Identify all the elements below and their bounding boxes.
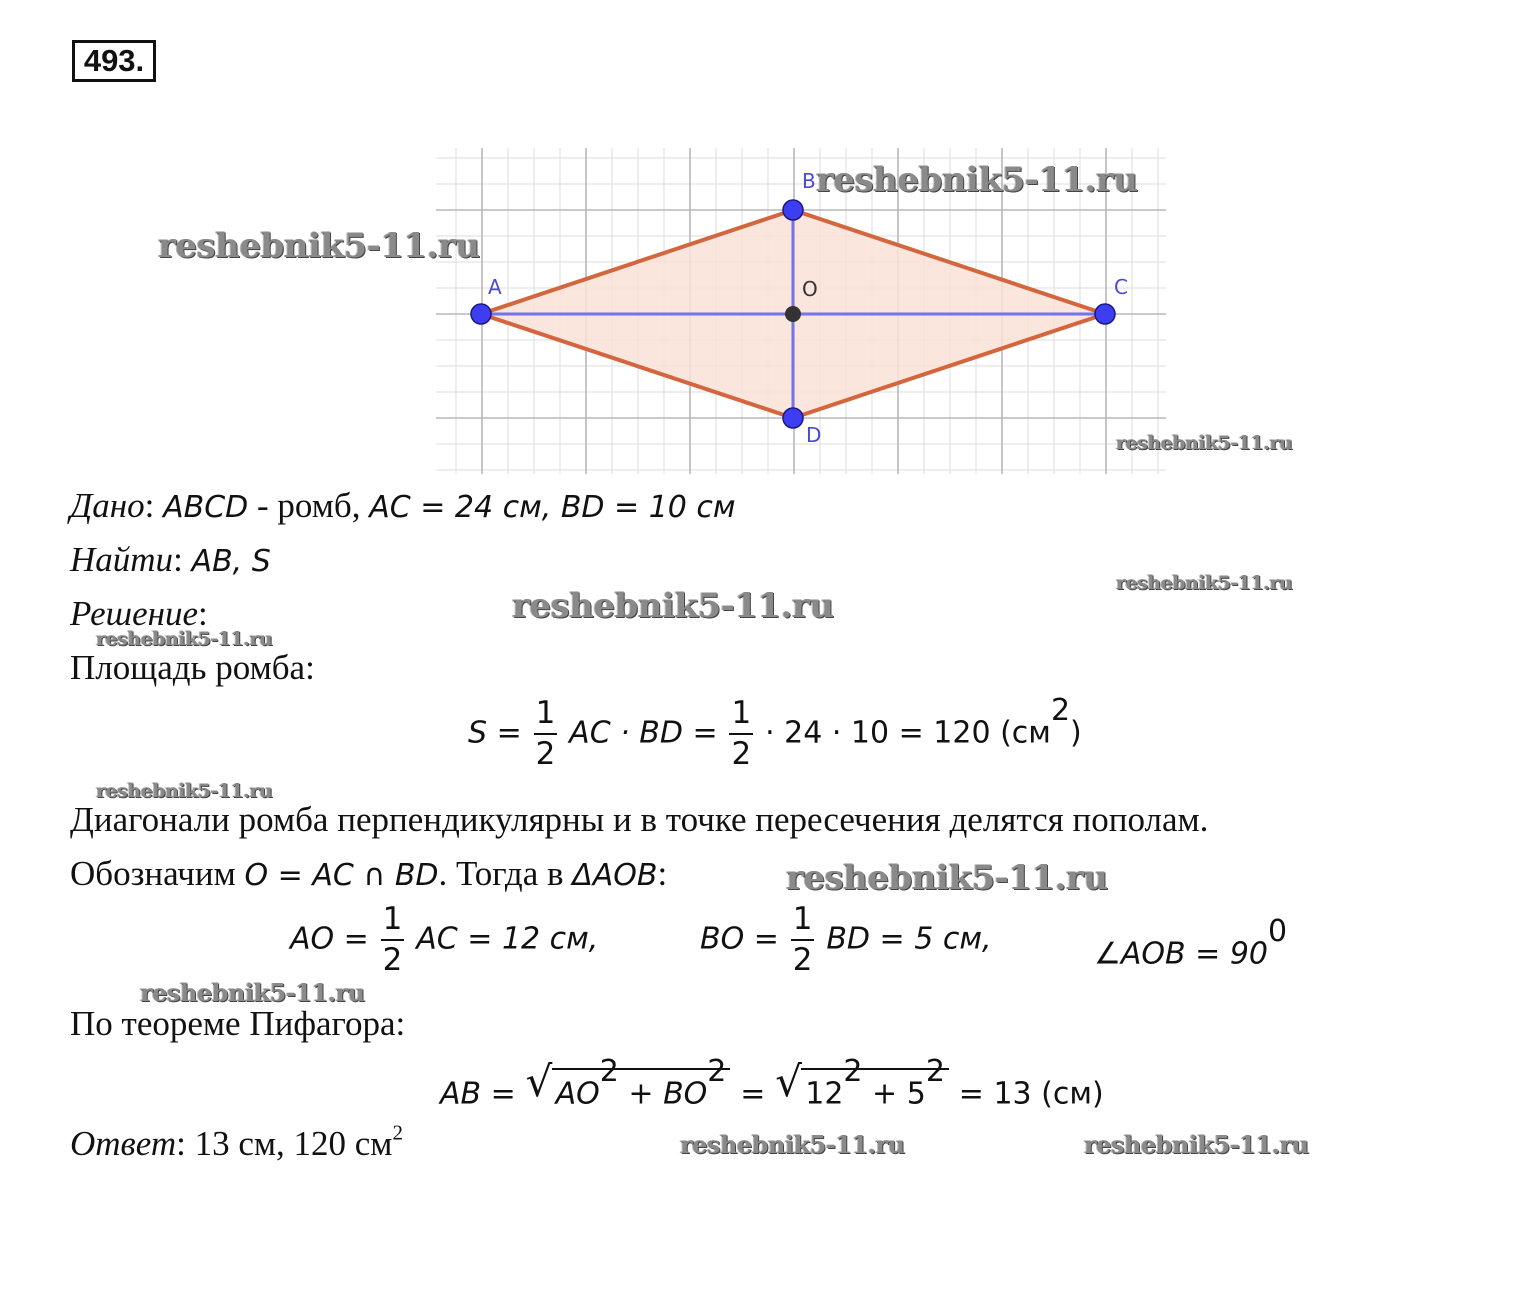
label-a: A <box>488 275 502 299</box>
find-values: AB, S <box>191 544 271 579</box>
answer-text: 13 см, 120 см <box>185 1124 393 1163</box>
fraction-half: $\frac{1}{2}$ <box>731 695 752 772</box>
solution-line <box>70 594 208 634</box>
find-sep: : <box>173 540 183 579</box>
watermark: reshebnik5-11.ru <box>816 160 1138 200</box>
watermark: reshebnik5-11.ru <box>786 858 1108 898</box>
watermark: reshebnik5-11.ru <box>140 978 365 1007</box>
area-heading: Площадь ромба: <box>70 648 315 687</box>
sqrt-values: √ $12^2 + 5^2$ <box>775 1068 949 1115</box>
label-o: O <box>802 277 818 301</box>
answer-line: Ответ: 13 см, 120 $см^2$ <box>70 1120 403 1163</box>
watermark: reshebnik5-11.ru <box>512 586 834 626</box>
given-values: AC = 24 см, BD = 10 см <box>369 490 736 525</box>
fraction-half: $\frac{1}{2}$ <box>535 695 556 772</box>
area-lhs: S = <box>468 715 522 751</box>
label-d: D <box>806 423 822 447</box>
given-label: Дано <box>70 486 145 525</box>
label-c: C <box>1114 275 1128 299</box>
area-rhs: · 24 · 10 = 120 (см <box>765 715 1051 751</box>
denote-triangle: ΔAOB <box>572 858 658 893</box>
ao-formula: AO = $\frac{1}{2}$ AC = 12 см, <box>290 901 599 978</box>
watermark: reshebnik5-11.ru <box>680 1130 905 1159</box>
watermark: reshebnik5-11.ru <box>1084 1130 1309 1159</box>
find-line <box>70 540 271 582</box>
point-d <box>783 408 803 428</box>
point-c <box>1095 304 1115 324</box>
denote-end: : <box>657 854 668 893</box>
angle-formula: ∠AOB = $90^0$ <box>1094 914 1288 972</box>
point-o <box>785 306 801 322</box>
fraction-half: $\frac{1}{2}$ <box>792 901 813 978</box>
area-formula: S = $\frac{1}{2}$ AC · BD = $\frac{1}{2}$ · 24 · 10 = 120 $(см^2)$ <box>468 693 1082 772</box>
solution-sep: : <box>198 594 208 633</box>
point-b <box>783 200 803 220</box>
watermark: reshebnik5-11.ru <box>158 226 480 266</box>
denote-line <box>70 854 667 896</box>
given-sep: : <box>144 486 155 525</box>
solution-label: Решение <box>70 594 199 633</box>
answer-label: Ответ <box>70 1124 177 1163</box>
denote-math: O = AC ∩ BD <box>244 858 439 893</box>
pythagoras-formula: AB = √ $AO^2 + BO^2$ = √ $12^2 + 5^2 = 13$ (см) <box>440 1068 1104 1115</box>
find-label: Найти <box>70 540 174 579</box>
denote-pre: Обозначим <box>70 854 245 893</box>
problem-number: 493. <box>72 40 156 82</box>
given-text: - ромб, <box>248 486 370 525</box>
watermark: reshebnik5-11.ru <box>1116 432 1293 454</box>
diagonals-text: Диагонали ромба перпендикулярны и в точке пересечения делятся пополам. <box>70 800 1209 839</box>
point-a <box>471 304 491 324</box>
given-figure: ABCD <box>163 490 249 525</box>
pythagoras-heading: По теореме Пифагора: <box>70 1004 406 1043</box>
watermark: reshebnik5-11.ru <box>96 628 273 650</box>
sqrt-ao-bo: √ $AO^2 + BO^2$ <box>526 1068 731 1115</box>
watermark: reshebnik5-11.ru <box>1116 572 1293 594</box>
watermark: reshebnik5-11.ru <box>96 780 273 802</box>
area-mid: AC · BD = <box>569 715 718 751</box>
denote-mid: . Тогда в <box>438 854 573 893</box>
label-b: B <box>802 169 816 193</box>
given-line <box>70 486 736 528</box>
fraction-half: $\frac{1}{2}$ <box>382 901 403 978</box>
bo-formula: BO = $\frac{1}{2}$ BD = 5 см, <box>700 901 992 978</box>
